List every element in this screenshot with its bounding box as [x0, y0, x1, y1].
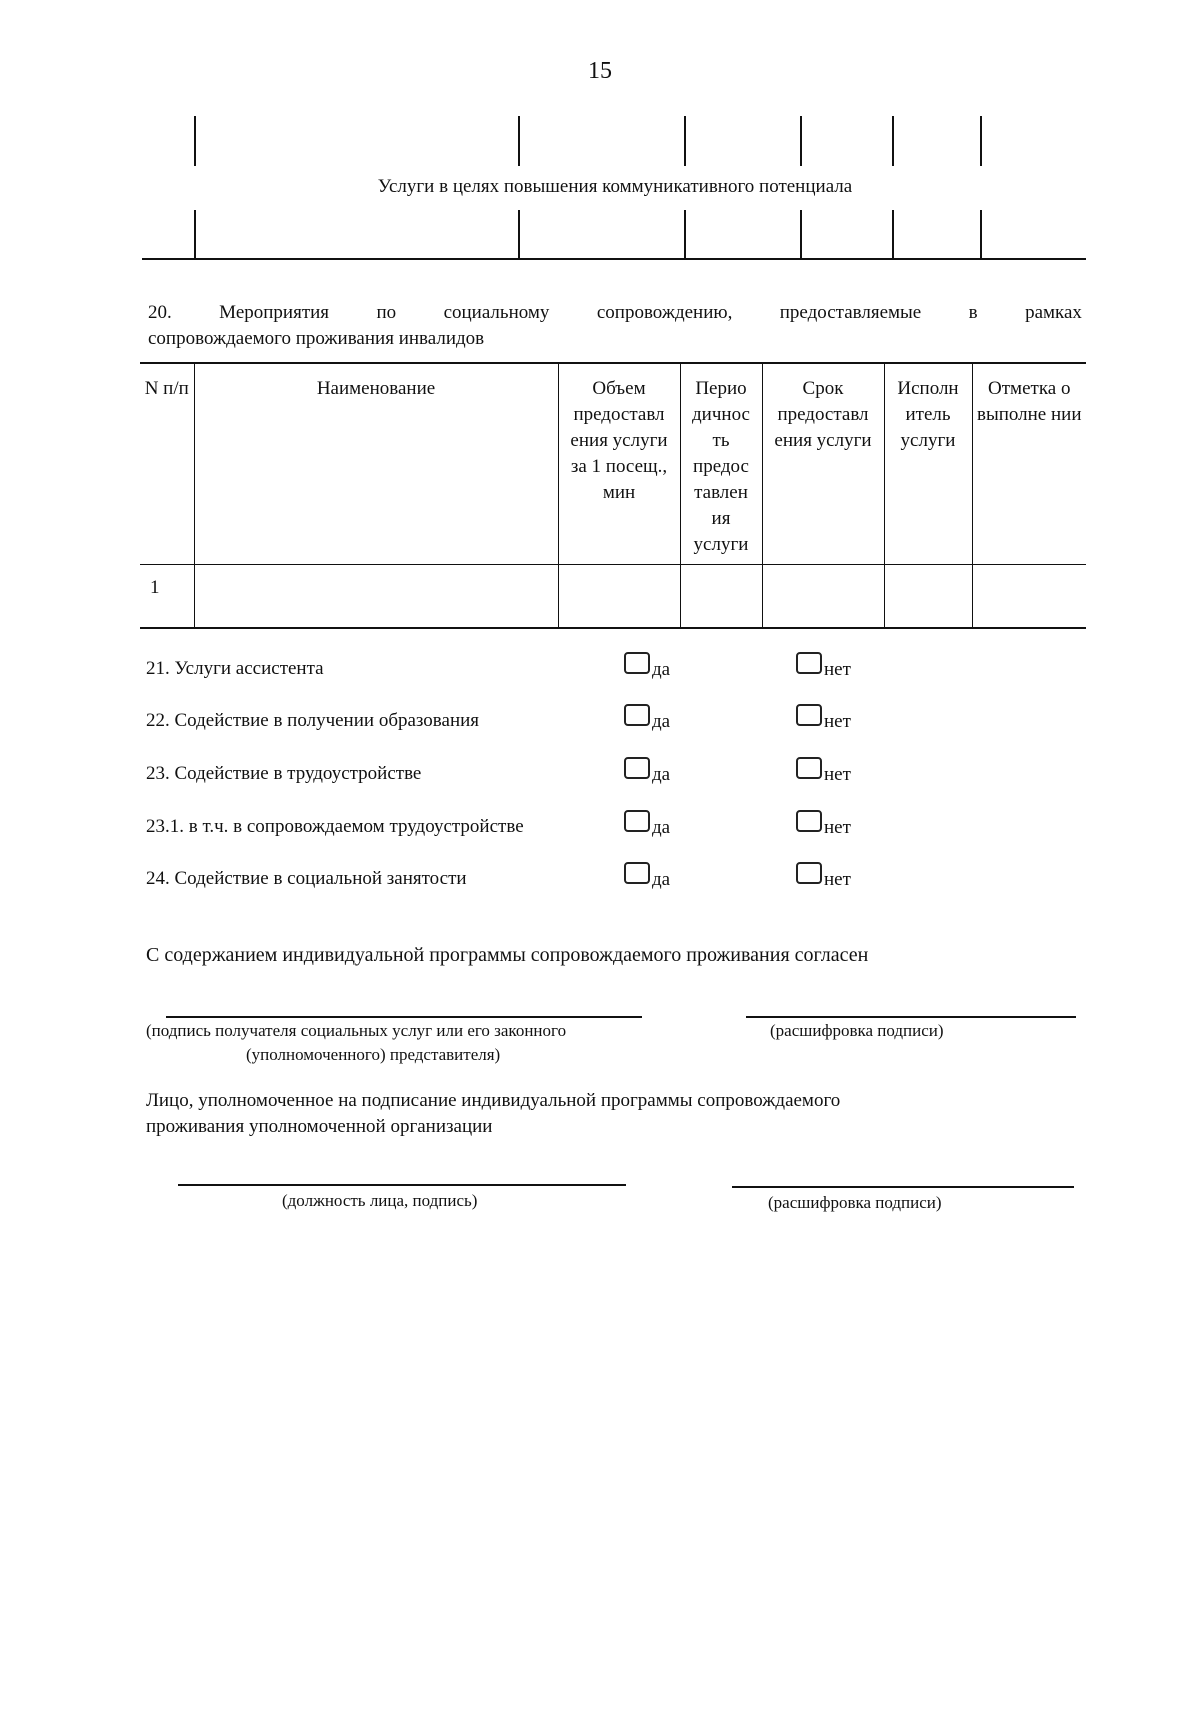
word: рамках: [1025, 302, 1082, 323]
option-yes-label: да: [652, 869, 671, 890]
checkbox-icon[interactable]: [796, 652, 822, 674]
option-no[interactable]: [796, 862, 851, 890]
fragment-divider: [518, 116, 520, 166]
section-20-line2: сопровождаемого проживания инвалидов: [148, 328, 485, 349]
question-text: 24. Содействие в социальной занятости: [146, 868, 467, 889]
question-text: 21. Услуги ассистента: [146, 658, 324, 679]
fragment-divider: [684, 210, 686, 258]
word: 20.: [148, 302, 172, 323]
header-volume: Объем предоставл ения услуги за 1 посещ., мин: [558, 363, 680, 565]
checkbox-icon[interactable]: [624, 810, 650, 832]
option-yes-label: да: [652, 659, 671, 680]
option-no-label: нет: [824, 764, 851, 785]
header-periodicity: Перио дичнос ть предос тавлен ия услуги: [680, 363, 762, 565]
option-no-label: нет: [824, 869, 851, 890]
fragment-divider: [518, 210, 520, 258]
question-text: 23.1. в т.ч. в сопровождаемом трудоустройстве: [146, 816, 524, 837]
word: в: [968, 302, 978, 323]
option-no[interactable]: [796, 810, 851, 838]
header-name: Наименование: [194, 363, 558, 565]
cell-mark[interactable]: [972, 565, 1086, 629]
fragment-divider: [800, 116, 802, 166]
fragment-divider: [980, 116, 982, 166]
option-no[interactable]: [796, 757, 851, 785]
signature-caption-2: (уполномоченного) представителя): [246, 1045, 501, 1064]
word: по: [376, 302, 397, 323]
question-text: 22. Содействие в получении образования: [146, 710, 480, 731]
signature-caption: (подпись получателя социальных услуг или его законного: [146, 1021, 567, 1040]
checkbox-icon[interactable]: [796, 862, 822, 884]
authorized-line2: проживания уполномоченной организации: [146, 1116, 493, 1137]
option-yes[interactable]: [624, 862, 671, 890]
header-mark: Отметка о выполне нии: [972, 363, 1086, 565]
fragment-divider: [892, 116, 894, 166]
cell-num: 1: [140, 565, 194, 629]
cell-executor[interactable]: [884, 565, 972, 629]
section-20-line1: [148, 300, 1082, 326]
option-yes[interactable]: [624, 810, 671, 838]
option-yes-label: да: [652, 817, 671, 838]
cell-name[interactable]: [194, 565, 558, 629]
fragment-title: Услуги в целях повышения коммуникативного потенциала: [377, 176, 853, 197]
word: сопровождению,: [596, 302, 733, 323]
signature-decode-line[interactable]: [746, 1016, 1076, 1018]
cell-volume[interactable]: [558, 565, 680, 629]
header-num: N п/п: [140, 363, 194, 565]
option-yes-label: да: [652, 711, 671, 732]
option-no[interactable]: [796, 652, 851, 680]
authorized-person-text: [146, 1088, 1046, 1140]
fragment-divider: [800, 210, 802, 258]
fragment-divider: [892, 210, 894, 258]
option-yes-label: да: [652, 764, 671, 785]
agreement-text: С содержанием индивидуальной программы сопровождаемого проживания согласен: [146, 944, 869, 966]
position-signature-line[interactable]: [178, 1184, 626, 1186]
cell-periodicity[interactable]: [680, 565, 762, 629]
checkbox-icon[interactable]: [796, 810, 822, 832]
page-number: 15: [588, 58, 612, 84]
section-20-heading: [148, 300, 1082, 352]
checkbox-icon[interactable]: [796, 704, 822, 726]
header-executor: Исполн итель услуги: [884, 363, 972, 565]
fragment-divider: [684, 116, 686, 166]
position-signature-caption: (должность лица, подпись): [282, 1191, 478, 1210]
checkbox-icon[interactable]: [796, 757, 822, 779]
services-table: [140, 362, 1086, 629]
signature-decode-caption: (расшифровка подписи): [770, 1021, 944, 1040]
fragment-divider: [980, 210, 982, 258]
checkbox-icon[interactable]: [624, 704, 650, 726]
checkbox-icon[interactable]: [624, 652, 650, 674]
option-yes[interactable]: [624, 652, 671, 680]
cell-term[interactable]: [762, 565, 884, 629]
option-yes[interactable]: [624, 704, 671, 732]
signature-decode-caption-2: (расшифровка подписи): [768, 1193, 942, 1212]
fragment-bottom-rule: [142, 258, 1086, 260]
option-no-label: нет: [824, 711, 851, 732]
word: социальному: [443, 302, 550, 323]
question-22: [146, 704, 1046, 740]
question-text: 23. Содействие в трудоустройстве: [146, 763, 422, 784]
word: Мероприятия: [219, 302, 330, 323]
question-23: [146, 757, 1046, 793]
option-no[interactable]: [796, 704, 851, 732]
option-no-label: нет: [824, 817, 851, 838]
question-21: [146, 652, 1046, 688]
signature-decode-line-2[interactable]: [732, 1186, 1074, 1188]
signature-line[interactable]: [166, 1016, 642, 1018]
checkbox-icon[interactable]: [624, 862, 650, 884]
word: предоставляемые: [779, 302, 922, 323]
option-yes[interactable]: [624, 757, 671, 785]
question-23-1: [146, 810, 1046, 846]
option-no-label: нет: [824, 659, 851, 680]
table-header-row: [140, 363, 1086, 565]
fragment-divider: [194, 210, 196, 258]
question-24: [146, 862, 1046, 898]
checkbox-icon[interactable]: [624, 757, 650, 779]
fragment-divider: [194, 116, 196, 166]
authorized-line1: Лицо, уполномоченное на подписание индивидуальной программы сопровождаемого: [146, 1090, 841, 1111]
header-term: Срок предоставл ения услуги: [762, 363, 884, 565]
table-row: [140, 565, 1086, 629]
